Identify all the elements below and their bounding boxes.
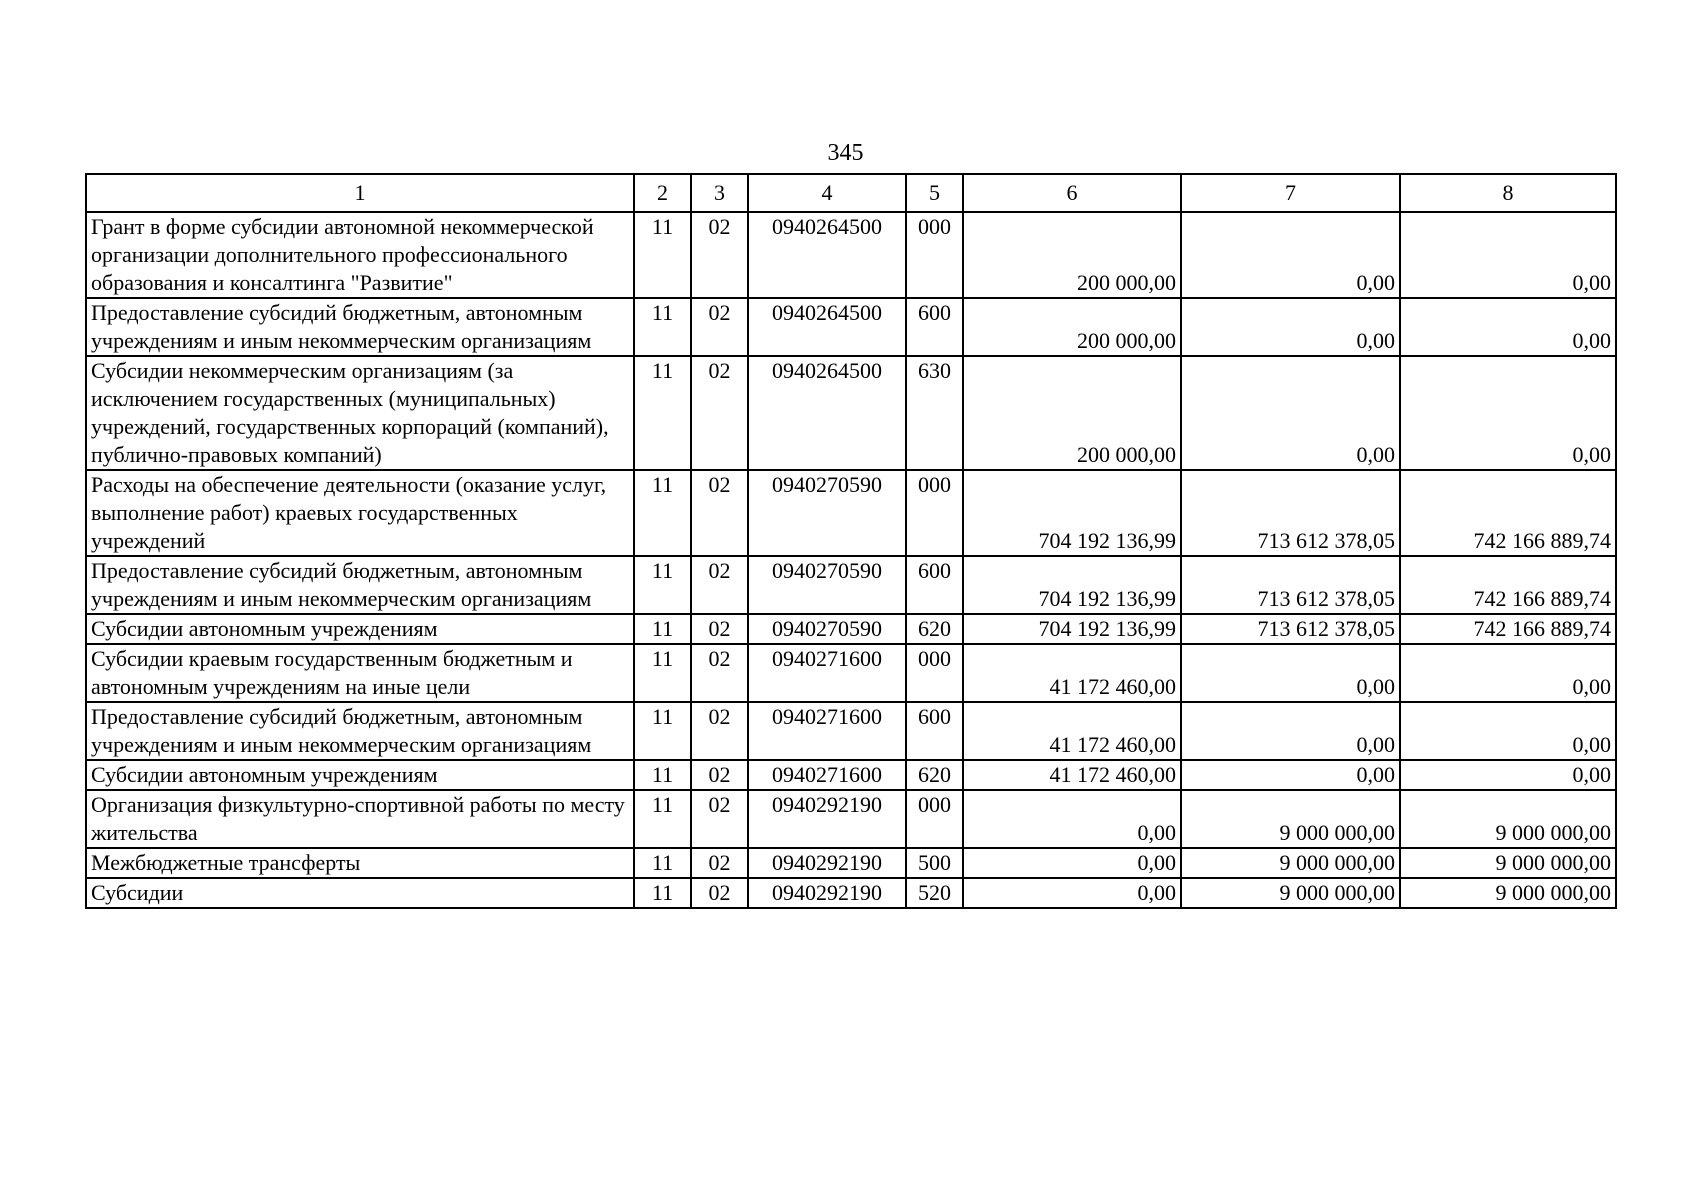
target-article-code: 0940264500 xyxy=(748,298,906,356)
table-row xyxy=(86,760,1616,790)
table-row xyxy=(86,470,1616,556)
expense-name: Предоставление субсидий бюджетным, автономным учреждениям и иным некоммерческим организациям xyxy=(86,298,634,356)
target-article-code: 0940292190 xyxy=(748,790,906,848)
table-row xyxy=(86,878,1616,908)
amount-col-7: 0,00 xyxy=(1181,298,1400,356)
subsection-code: 02 xyxy=(691,556,748,614)
expense-type-code: 520 xyxy=(906,878,963,908)
amount-col-6: 200 000,00 xyxy=(963,212,1181,298)
amount-col-8: 0,00 xyxy=(1400,644,1616,702)
column-header: 3 xyxy=(691,174,748,212)
column-header: 8 xyxy=(1400,174,1616,212)
amount-col-6: 704 192 136,99 xyxy=(963,556,1181,614)
section-code: 11 xyxy=(634,470,691,556)
expense-type-code: 600 xyxy=(906,298,963,356)
amount-col-6: 41 172 460,00 xyxy=(963,644,1181,702)
section-code: 11 xyxy=(634,614,691,644)
amount-col-7: 713 612 378,05 xyxy=(1181,470,1400,556)
table-row xyxy=(86,298,1616,356)
target-article-code: 0940264500 xyxy=(748,212,906,298)
amount-col-7: 9 000 000,00 xyxy=(1181,848,1400,878)
amount-col-8: 9 000 000,00 xyxy=(1400,878,1616,908)
section-code: 11 xyxy=(634,760,691,790)
expense-name: Предоставление субсидий бюджетным, автономным учреждениям и иным некоммерческим организациям xyxy=(86,702,634,760)
section-code: 11 xyxy=(634,702,691,760)
amount-col-7: 713 612 378,05 xyxy=(1181,556,1400,614)
target-article-code: 0940292190 xyxy=(748,848,906,878)
expense-type-code: 600 xyxy=(906,702,963,760)
table-row xyxy=(86,212,1616,298)
amount-col-7: 0,00 xyxy=(1181,644,1400,702)
expense-name: Субсидии некоммерческим организациям (за исключением государственных (муниципальных) учреждений, государственных корпораций (компаний), публично-правовых компаний) xyxy=(86,356,634,470)
expense-name: Расходы на обеспечение деятельности (оказание услуг, выполнение работ) краевых государственных учреждений xyxy=(86,470,634,556)
subsection-code: 02 xyxy=(691,470,748,556)
header-row xyxy=(86,174,1616,212)
amount-col-8: 9 000 000,00 xyxy=(1400,790,1616,848)
subsection-code: 02 xyxy=(691,760,748,790)
table-row xyxy=(86,356,1616,470)
amount-col-8: 742 166 889,74 xyxy=(1400,470,1616,556)
amount-col-6: 704 192 136,99 xyxy=(963,470,1181,556)
target-article-code: 0940271600 xyxy=(748,702,906,760)
target-article-code: 0940271600 xyxy=(748,760,906,790)
amount-col-6: 0,00 xyxy=(963,848,1181,878)
amount-col-6: 0,00 xyxy=(963,878,1181,908)
table-row xyxy=(86,790,1616,848)
subsection-code: 02 xyxy=(691,702,748,760)
subsection-code: 02 xyxy=(691,614,748,644)
column-header: 7 xyxy=(1181,174,1400,212)
table-row xyxy=(86,644,1616,702)
target-article-code: 0940264500 xyxy=(748,356,906,470)
amount-col-6: 200 000,00 xyxy=(963,356,1181,470)
page-number: 345 xyxy=(827,140,864,166)
amount-col-8: 0,00 xyxy=(1400,760,1616,790)
table-row xyxy=(86,848,1616,878)
subsection-code: 02 xyxy=(691,298,748,356)
column-header: 4 xyxy=(748,174,906,212)
target-article-code: 0940270590 xyxy=(748,470,906,556)
amount-col-7: 0,00 xyxy=(1181,760,1400,790)
subsection-code: 02 xyxy=(691,212,748,298)
amount-col-8: 0,00 xyxy=(1400,356,1616,470)
amount-col-8: 742 166 889,74 xyxy=(1400,614,1616,644)
expense-type-code: 600 xyxy=(906,556,963,614)
subsection-code: 02 xyxy=(691,848,748,878)
amount-col-7: 0,00 xyxy=(1181,212,1400,298)
subsection-code: 02 xyxy=(691,878,748,908)
expense-type-code: 500 xyxy=(906,848,963,878)
target-article-code: 0940271600 xyxy=(748,644,906,702)
expense-type-code: 000 xyxy=(906,212,963,298)
amount-col-6: 0,00 xyxy=(963,790,1181,848)
amount-col-8: 9 000 000,00 xyxy=(1400,848,1616,878)
amount-col-8: 742 166 889,74 xyxy=(1400,556,1616,614)
expense-name: Субсидии xyxy=(86,878,634,908)
expense-type-code: 000 xyxy=(906,470,963,556)
section-code: 11 xyxy=(634,212,691,298)
section-code: 11 xyxy=(634,556,691,614)
amount-col-6: 704 192 136,99 xyxy=(963,614,1181,644)
expense-type-code: 620 xyxy=(906,760,963,790)
target-article-code: 0940270590 xyxy=(748,556,906,614)
expense-name: Организация физкультурно-спортивной работы по месту жительства xyxy=(86,790,634,848)
section-code: 11 xyxy=(634,878,691,908)
section-code: 11 xyxy=(634,644,691,702)
amount-col-8: 0,00 xyxy=(1400,212,1616,298)
amount-col-6: 41 172 460,00 xyxy=(963,760,1181,790)
budget-table xyxy=(85,173,1617,909)
expense-type-code: 000 xyxy=(906,790,963,848)
section-code: 11 xyxy=(634,298,691,356)
expense-name: Субсидии краевым государственным бюджетным и автономным учреждениям на иные цели xyxy=(86,644,634,702)
column-header: 2 xyxy=(634,174,691,212)
table-row xyxy=(86,614,1616,644)
subsection-code: 02 xyxy=(691,644,748,702)
section-code: 11 xyxy=(634,848,691,878)
amount-col-7: 0,00 xyxy=(1181,702,1400,760)
amount-col-7: 0,00 xyxy=(1181,356,1400,470)
expense-type-code: 000 xyxy=(906,644,963,702)
column-header: 5 xyxy=(906,174,963,212)
column-header: 1 xyxy=(86,174,634,212)
section-code: 11 xyxy=(634,790,691,848)
expense-type-code: 630 xyxy=(906,356,963,470)
amount-col-8: 0,00 xyxy=(1400,702,1616,760)
expense-name: Предоставление субсидий бюджетным, автономным учреждениям и иным некоммерческим организациям xyxy=(86,556,634,614)
expense-name: Субсидии автономным учреждениям xyxy=(86,760,634,790)
expense-name: Грант в форме субсидии автономной некоммерческой организации дополнительного профессионального образования и консалтинга "Развитие" xyxy=(86,212,634,298)
target-article-code: 0940292190 xyxy=(748,878,906,908)
target-article-code: 0940270590 xyxy=(748,614,906,644)
table-row xyxy=(86,556,1616,614)
amount-col-6: 41 172 460,00 xyxy=(963,702,1181,760)
amount-col-7: 9 000 000,00 xyxy=(1181,790,1400,848)
amount-col-6: 200 000,00 xyxy=(963,298,1181,356)
amount-col-7: 713 612 378,05 xyxy=(1181,614,1400,644)
subsection-code: 02 xyxy=(691,356,748,470)
expense-name: Субсидии автономным учреждениям xyxy=(86,614,634,644)
column-header: 6 xyxy=(963,174,1181,212)
expense-name: Межбюджетные трансферты xyxy=(86,848,634,878)
amount-col-7: 9 000 000,00 xyxy=(1181,878,1400,908)
subsection-code: 02 xyxy=(691,790,748,848)
table-row xyxy=(86,702,1616,760)
expense-type-code: 620 xyxy=(906,614,963,644)
amount-col-8: 0,00 xyxy=(1400,298,1616,356)
section-code: 11 xyxy=(634,356,691,470)
